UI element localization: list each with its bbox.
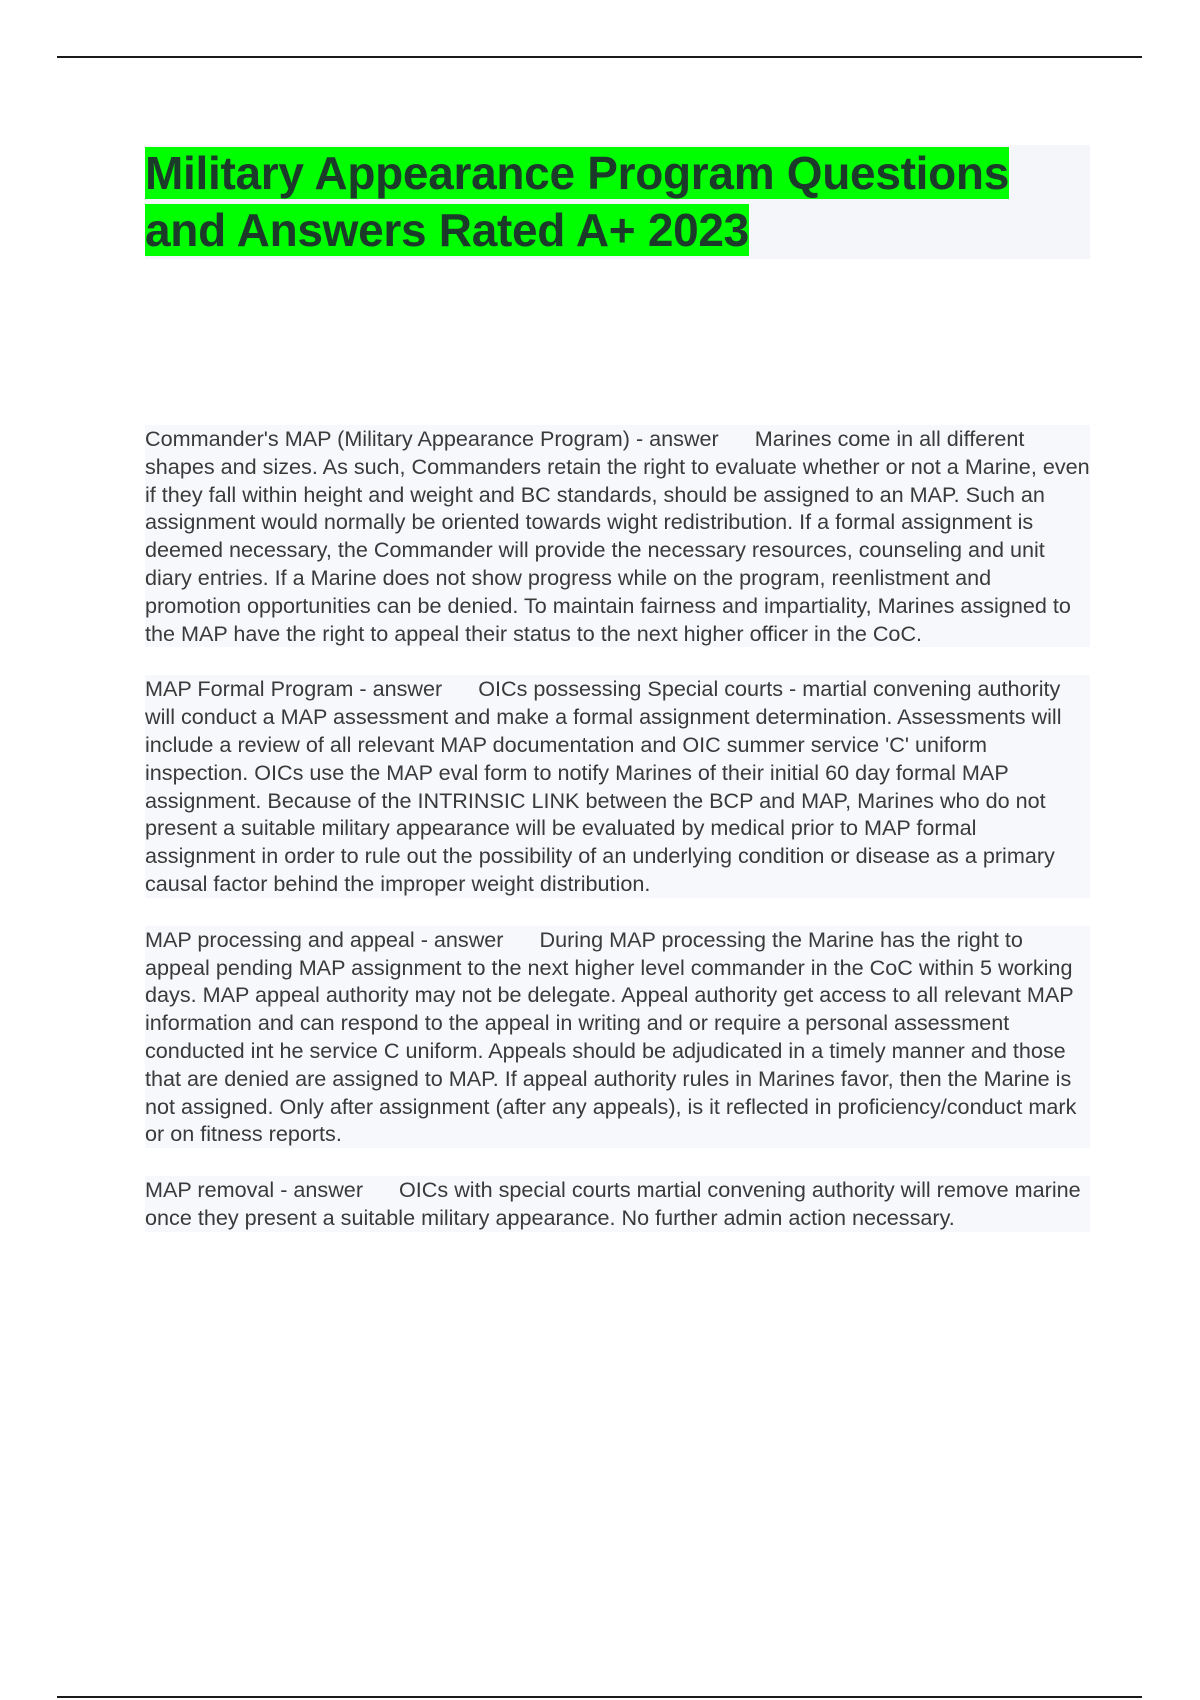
qa-entry-2 [145, 675, 1090, 897]
top-rule [57, 56, 1142, 58]
qa-answer: OICs with special courts martial convening authority will remove marine once they present a suitable military appearance. No further admin action necessary. [145, 1177, 1081, 1230]
qa-entry-1 [145, 425, 1090, 647]
qa-answer: During MAP processing the Marine has the right to appeal pending MAP assignment to the next higher level commander in the CoC within 5 working days. MAP appeal authority may not be delegate. Appeal authority get access to all relevant MAP information and can respond to the appeal in writing and or require a personal assessment conducted int he service C uniform. Appeals should be adjudicated in a timely manner and those that are denied are assigned to MAP. If appeal authority rules in Marines favor, then the Marine is not assigned. Only after assignment (after any appeals), is it reflected in proficiency/conduct mark or on fitness reports. [145, 926, 1077, 1147]
title-block [145, 145, 1090, 259]
qa-list [145, 425, 1090, 1260]
qa-answer: OICs possessing Special courts - martial convening authority will conduct a MAP assessment and make a formal assignment determination. Assessments will include a review of all relevant MAP documentation and OIC summer service 'C' uniform inspection. OICs use the MAP eval form to notify Marines of their initial 60 day formal MAP assignment. Because of the INTRINSIC LINK between the BCP and MAP, Marines who do not present a suitable military appearance will be evaluated by medical prior to MAP formal assignment in order to rule out the possibility of an underlying condition or disease as a primary causal factor behind the improper weight distribution. [145, 676, 1062, 896]
qa-question: MAP removal - answer [145, 1177, 364, 1203]
title-highlight: Military Appearance Program Questions and Answers Rated A+ 2023 [145, 147, 1010, 256]
qa-question: MAP processing and appeal - answer [145, 926, 504, 952]
document-title [145, 145, 1090, 259]
bottom-rule [57, 1696, 1142, 1698]
qa-question: Commander's MAP (Military Appearance Program) - answer [145, 426, 719, 451]
qa-entry-3 [145, 926, 1090, 1148]
qa-entry-4 [145, 1176, 1090, 1232]
qa-question: MAP Formal Program - answer [145, 676, 443, 702]
qa-answer: Marines come in all different shapes and sizes. As such, Commanders retain the right to evaluate whether or not a Marine, even if they fall within height and weight and BC standards, should be assigned to an MAP. Such an assignment would normally be oriented towards wight redistribution. If a formal assignment is deemed necessary, the Commander will provide the necessary resources, counseling and unit diary entries. If a Marine does not show progress while on the program, reenlistment and promotion opportunities can be denied. To maintain fairness and impartiality, Marines assigned to the MAP have the right to appeal their status to the next higher officer in the CoC. [145, 426, 1090, 646]
